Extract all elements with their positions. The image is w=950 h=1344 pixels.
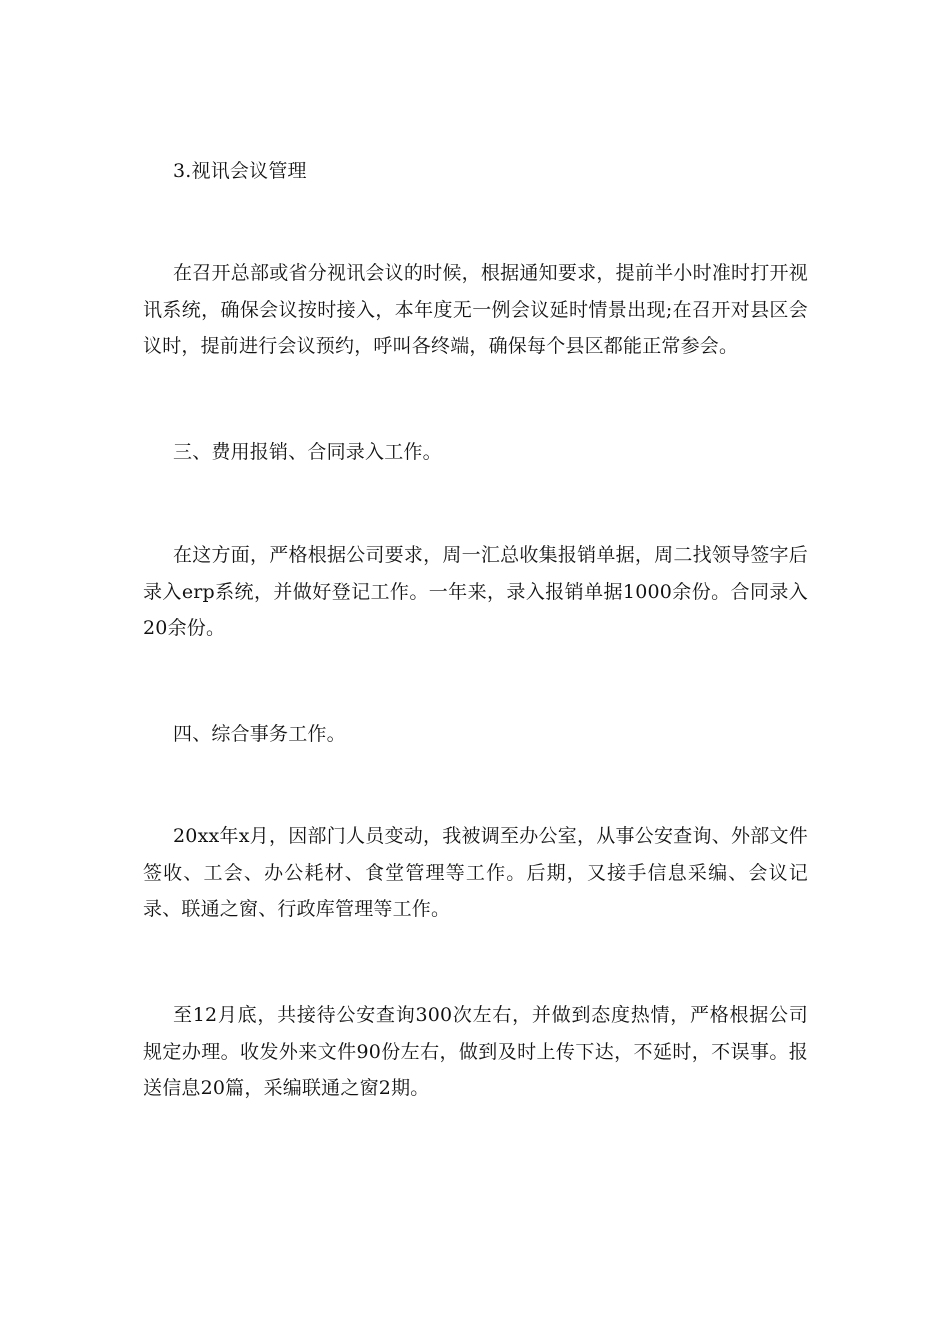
closing-paragraph-statistics: 至12月底，共接待公安查询300次左右，并做到态度热情，严格根据公司规定办理。收发外来文件90份左右，做到及时上传下达，不延时，不误事。报送信息20篇，采编联通之窗2期。 [143,1004,808,1099]
section-heading-video-conference: 3.视讯会议管理 [173,160,307,182]
section-paragraph-expense-contract: 在这方面，严格根据公司要求，周一汇总收集报销单据，周二找领导签字后录入erp系统，并做好登记工作。一年来，录入报销单据1000余份。合同录入20余份。 [143,544,808,639]
section-paragraph-general-affairs: 20xx年x月，因部门人员变动，我被调至办公室，从事公安查询、外部文件签收、工会、办公耗材、食堂管理等工作。后期，又接手信息采编、会议记录、联通之窗、行政库管理等工作。 [143,825,808,920]
section-heading-expense-contract: 三、费用报销、合同录入工作。 [173,441,442,463]
section-paragraph-video-conference: 在召开总部或省分视讯会议的时候，根据通知要求，提前半小时准时打开视讯系统，确保会议按时接入，本年度无一例会议延时情景出现;在召开对县区会议时，提前进行会议预约，呼叫各终端，确保每个县区都能正常参会。 [143,262,808,357]
section-heading-general-affairs: 四、综合事务工作。 [173,723,346,745]
